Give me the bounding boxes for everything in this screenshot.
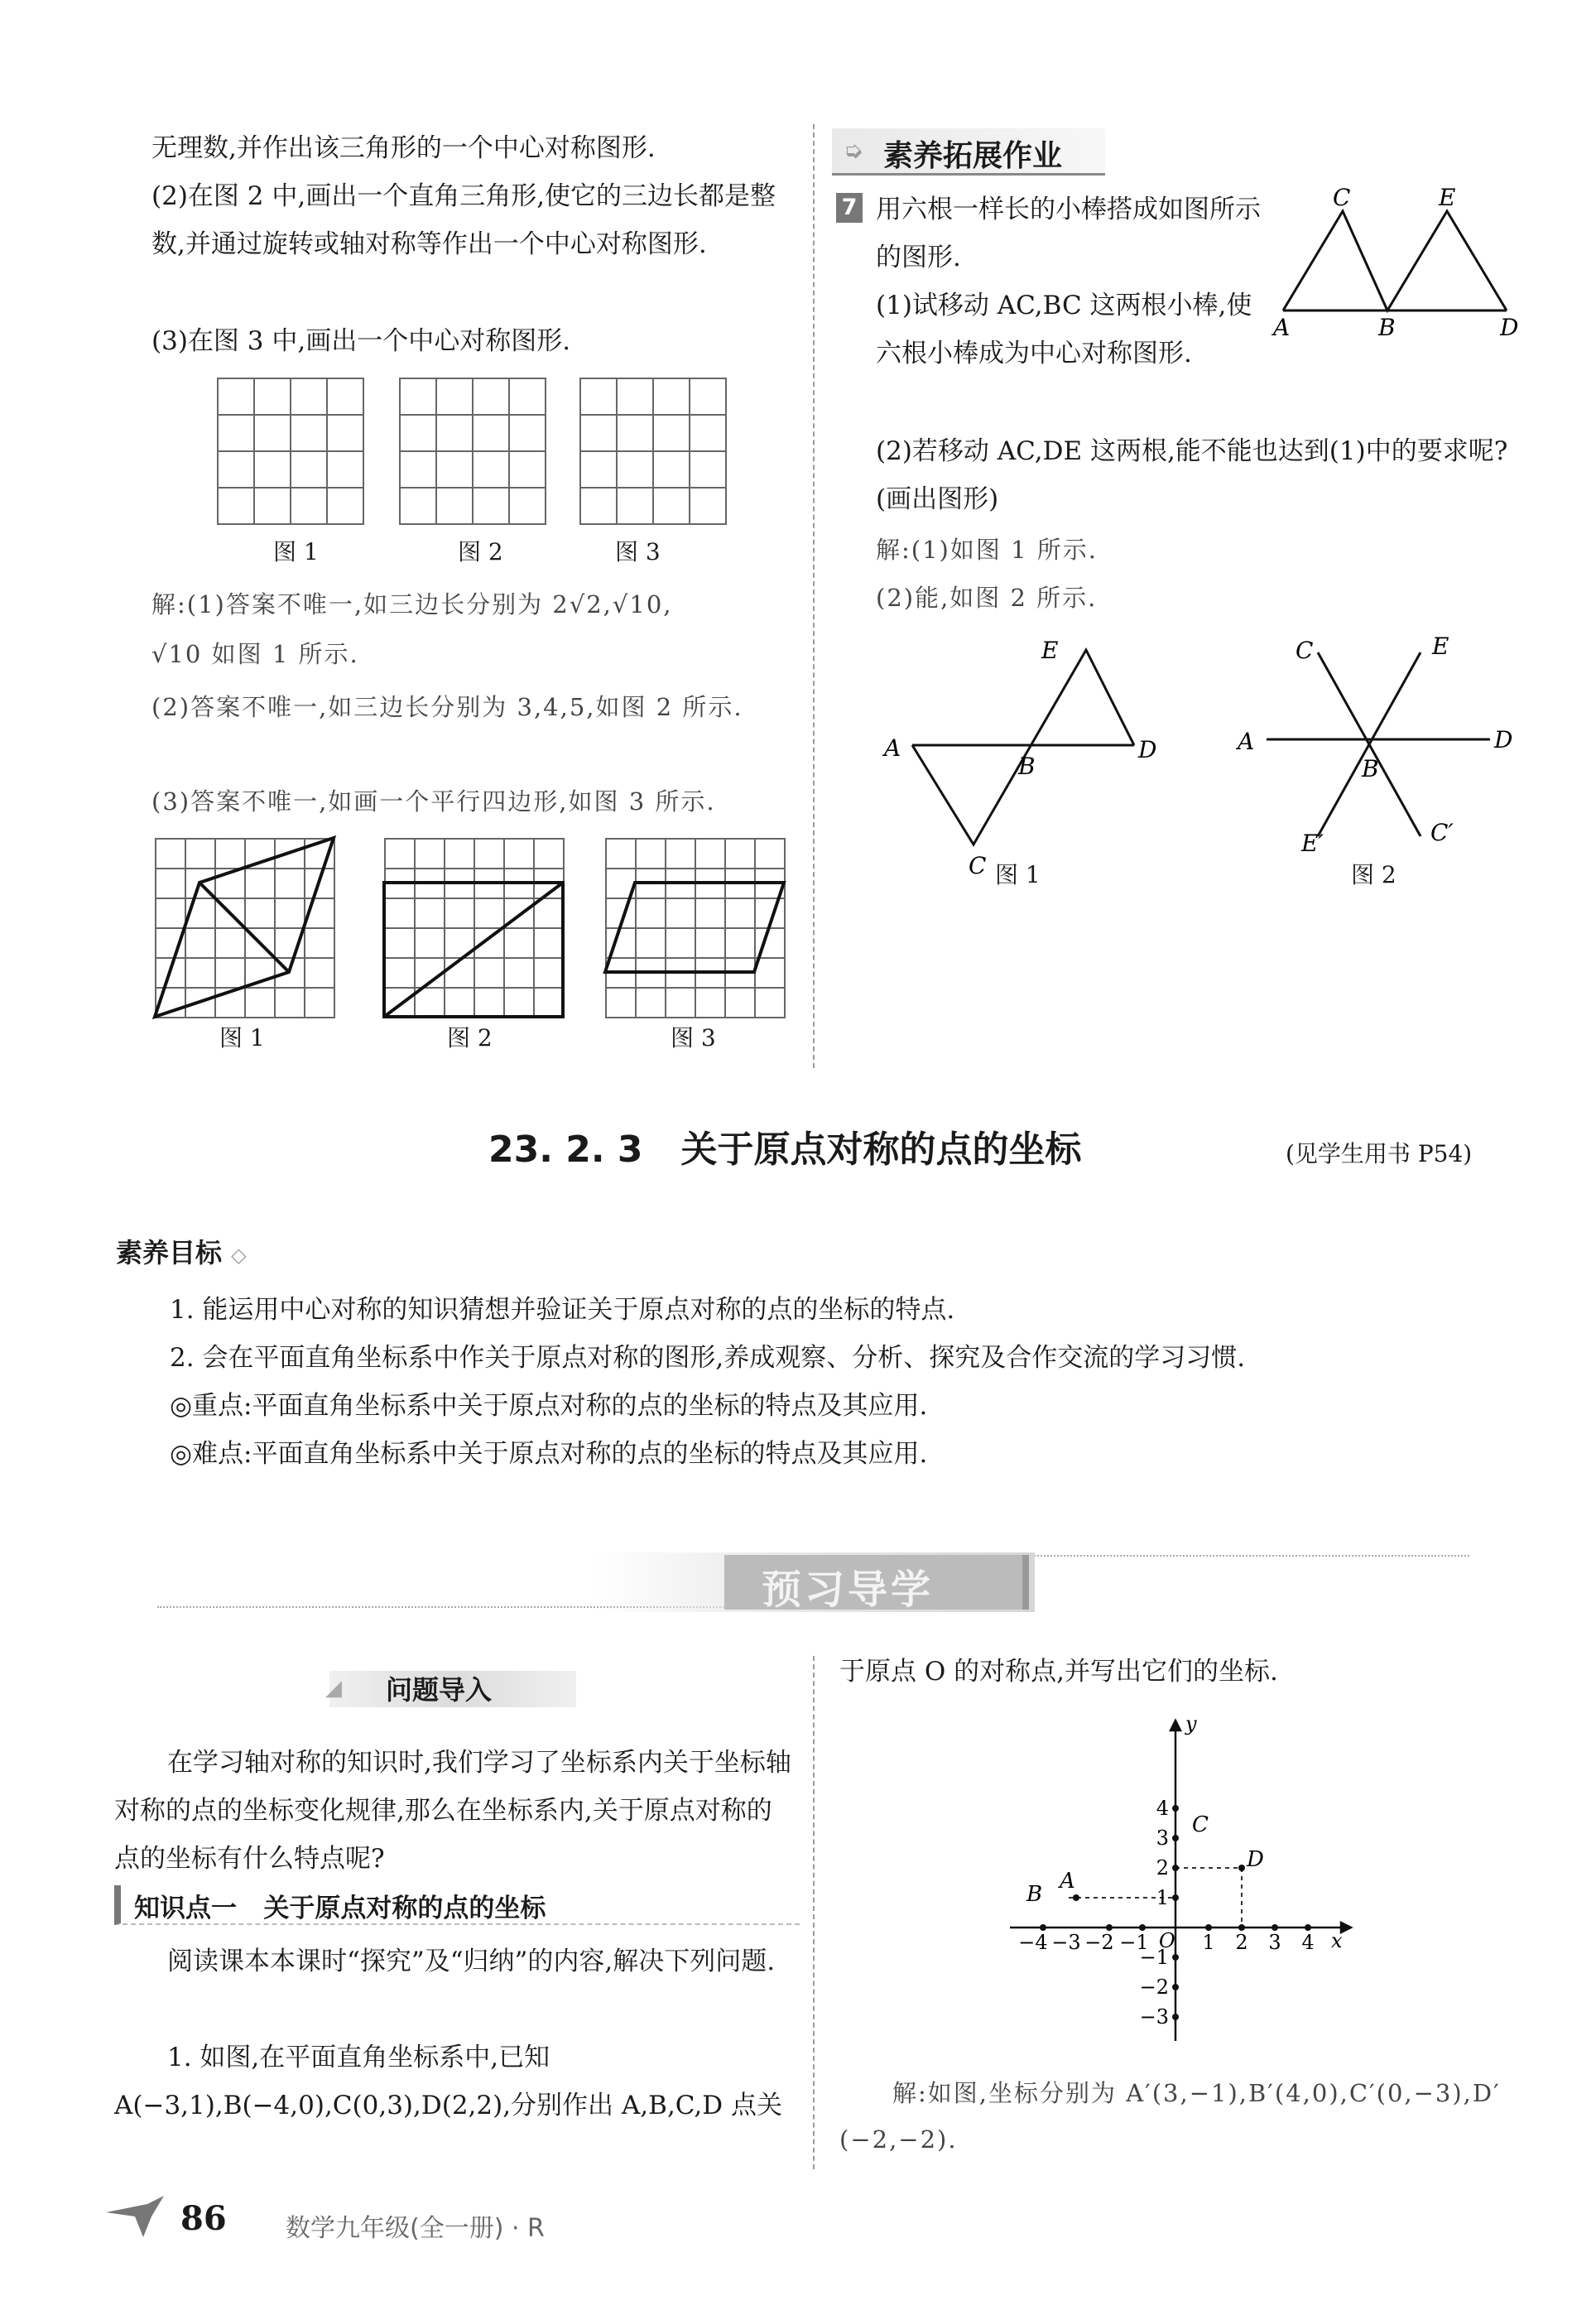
q7-answer-figure-2 [1225,629,1523,869]
plot-point [1106,1924,1113,1931]
problem-intro-heading-box [325,1671,576,1707]
plot-point [1073,1894,1079,1901]
y-tick-label: −1 [1139,1946,1169,1969]
arrow-icon: ➭ [844,137,863,164]
plot-point [1205,1924,1212,1931]
reading-instruction: 阅读课本本课时“探究”及“归纳”的内容,解决下列问题. [167,1947,776,1976]
fig-label: 图 1 [273,538,319,566]
banner [592,1552,1035,1612]
point-label-C: C [1296,637,1314,664]
goal-item: 2. 会在平面直角坐标系中作关于原点对称的图形,养成观察、分析、探究及合作交流的学习习惯. [170,1343,1246,1373]
y-tick-label: 1 [1156,1886,1169,1909]
plot-point [1238,1924,1245,1931]
point-label-E: E [1041,637,1059,664]
section-heading: 23. 2. 3 关于原点对称的点的坐标 [488,1129,1082,1171]
x-tick-label: 4 [1301,1931,1315,1954]
answer-shapes [0,0,1596,1076]
plot-point [1272,1924,1278,1931]
y-axis-label: y [1185,1714,1197,1735]
page-number: 86 [180,2199,227,2238]
plot-point [1238,1865,1245,1871]
fig-label: 图 3 [615,538,661,566]
triangle-icon: ◢ [325,1676,342,1701]
x-tick-label: −1 [1119,1931,1149,1954]
q7-text-a: 用六根一样长的小棒搭成如图所示的图形. [876,195,1261,272]
banner-text: 预习导学 [762,1567,935,1613]
question-1: 1. 如图,在平面直角坐标系中,已知 A(−3,1),B(−4,0),C(0,3),D(2,2),分别作出 A,B,C,D 点关 [114,2043,782,2120]
x-tick-label: 3 [1268,1931,1281,1954]
shape-diagonal-1 [200,883,289,972]
point-label-B: B [1362,755,1379,782]
point-label-C: C [969,852,987,879]
point-label-E: E [1432,633,1449,660]
fig-label: 图 2 [447,1024,493,1052]
point-label-B: B [1026,1882,1043,1907]
left-answer-1a: 解:(1)答案不唯一,如三边长分别为 2√2,√10, [151,590,673,618]
point-label-E: E [1439,184,1456,211]
question-number-badge [836,193,863,223]
x-tick-label: −2 [1084,1931,1114,1954]
shape-parallelogram-3 [605,883,784,972]
plot-point [1172,1865,1179,1871]
section-title-box [832,128,1105,176]
left-question-2: (2)在图 2 中,画出一个直角三角形,使它的三边长都是整数,并通过旋转或轴对称等作出一个中心对称图形. [151,181,776,259]
point-label-B: B [1018,753,1036,780]
plot-point [1040,1924,1046,1931]
left-answer-1b: √10 如图 1 所示. [151,640,359,668]
q7-answer-2: (2)能,如图 2 所示. [876,584,1098,612]
shape-diagonal-2 [384,883,563,1017]
point-label-E-prime: E′ [1301,830,1324,857]
goal-item: 1. 能运用中心对称的知识猜想并验证关于原点对称的点的坐标的特点. [170,1295,955,1325]
point-label-B: B [1378,314,1396,341]
point-label-A: A [1060,1869,1075,1894]
point-label-D: D [1500,314,1519,341]
goal-item: ◎难点:平面直角坐标系中关于原点对称的点的坐标的特点及其应用. [170,1439,928,1469]
point-label-A: A [1238,728,1255,755]
plot-point [1172,1805,1179,1812]
plot-point [1172,1954,1179,1961]
left-answer-3: (3)答案不唯一,如画一个平行四边形,如图 3 所示. [151,787,716,816]
x-axis-label: x [1331,1929,1343,1952]
x-tick-label: 1 [1202,1931,1215,1954]
point-label-A: A [1273,314,1291,341]
footer-logo-icon [106,2196,164,2237]
problem-intro-heading: 问题导入 [386,1674,493,1706]
column-divider [813,124,815,1068]
point-label-C: C [1192,1812,1209,1837]
intro-text: 在学习轴对称的知识时,我们学习了坐标系内关于坐标轴对称的点的坐标变化规律,那么在坐标系内,关于原点对称的点的坐标有什么特点呢? [114,1748,791,1874]
point-label-D: D [1247,1847,1264,1872]
knowledge-point-heading [114,1885,800,1925]
plot-point [1172,1984,1179,1990]
plot-point [1172,1894,1179,1901]
plot-point [1305,1924,1311,1931]
goal-item: ◎重点:平面直角坐标系中关于原点对称的点的坐标的特点及其应用. [170,1391,928,1421]
q7-text-b: (1)试移动 AC,BC 这两根小棒,使六根小棒成为中心对称图形. [876,291,1252,368]
plot-point [1172,2014,1179,2020]
y-tick-label: −2 [1139,1976,1169,1999]
coordinate-answer: 解:如图,坐标分别为 A′(3,−1),B′(4,0),C′(0,−3),D′(−2,−2). [839,2079,1501,2154]
origin-label: O [1159,1929,1175,1952]
y-tick-label: 4 [1156,1797,1169,1820]
point-label-C-prime: C′ [1430,819,1454,846]
question-1-continued: 于原点 O 的对称点,并写出它们的坐标. [839,1657,1278,1687]
column-divider-bottom [813,1656,815,2169]
diamond-icon: ◇ [231,1244,247,1267]
fig-label: 图 1 [995,861,1041,888]
x-tick-label: −4 [1018,1931,1048,1954]
point-label-C: C [1333,184,1351,211]
plot-point [1172,1835,1179,1841]
left-question-3: (3)在图 3 中,画出一个中心对称图形. [151,326,571,356]
plot-point [1139,1924,1146,1931]
left-line-1: 无理数,并作出该三角形的一个中心对称图形. [151,133,656,163]
coordinate-plane [993,1714,1374,2053]
section-title: 素养拓展作业 [883,139,1063,173]
goals-heading-text: 素养目标 [116,1237,223,1268]
q7-answer-figure-1 [869,633,1167,882]
book-title: 数学九年级(全一册) · R [286,2214,545,2243]
banner-line-right [1031,1555,1469,1557]
x-tick-label: −3 [1051,1931,1081,1954]
q7-text-c: (2)若移动 AC,DE 这两根,能不能也达到(1)中的要求呢?(画出图形) [876,436,1508,514]
question-number: 7 [841,195,858,220]
fig-label: 图 1 [219,1024,265,1052]
left-answer-2: (2)答案不唯一,如三边长分别为 3,4,5,如图 2 所示. [151,693,743,721]
y-tick-label: −3 [1139,2005,1169,2029]
fig-label: 图 2 [458,538,503,566]
x-tick-label: 2 [1235,1931,1248,1954]
point-label-D: D [1138,736,1157,763]
section-reference: (见学生用书 P54) [1286,1140,1473,1167]
y-tick-label: 2 [1156,1856,1169,1879]
q7-original-figure [1267,182,1531,348]
fig-label: 图 2 [1351,861,1396,888]
knowledge-point-text: 知识点一 关于原点对称的点的坐标 [134,1894,546,1923]
goals-heading [116,1232,247,1270]
q7-answer-1: 解:(1)如图 1 所示. [876,536,1098,564]
y-tick-label: 3 [1156,1826,1169,1850]
fig-label: 图 3 [671,1024,716,1052]
point-label-D: D [1494,726,1513,753]
point-label-A: A [884,734,901,762]
